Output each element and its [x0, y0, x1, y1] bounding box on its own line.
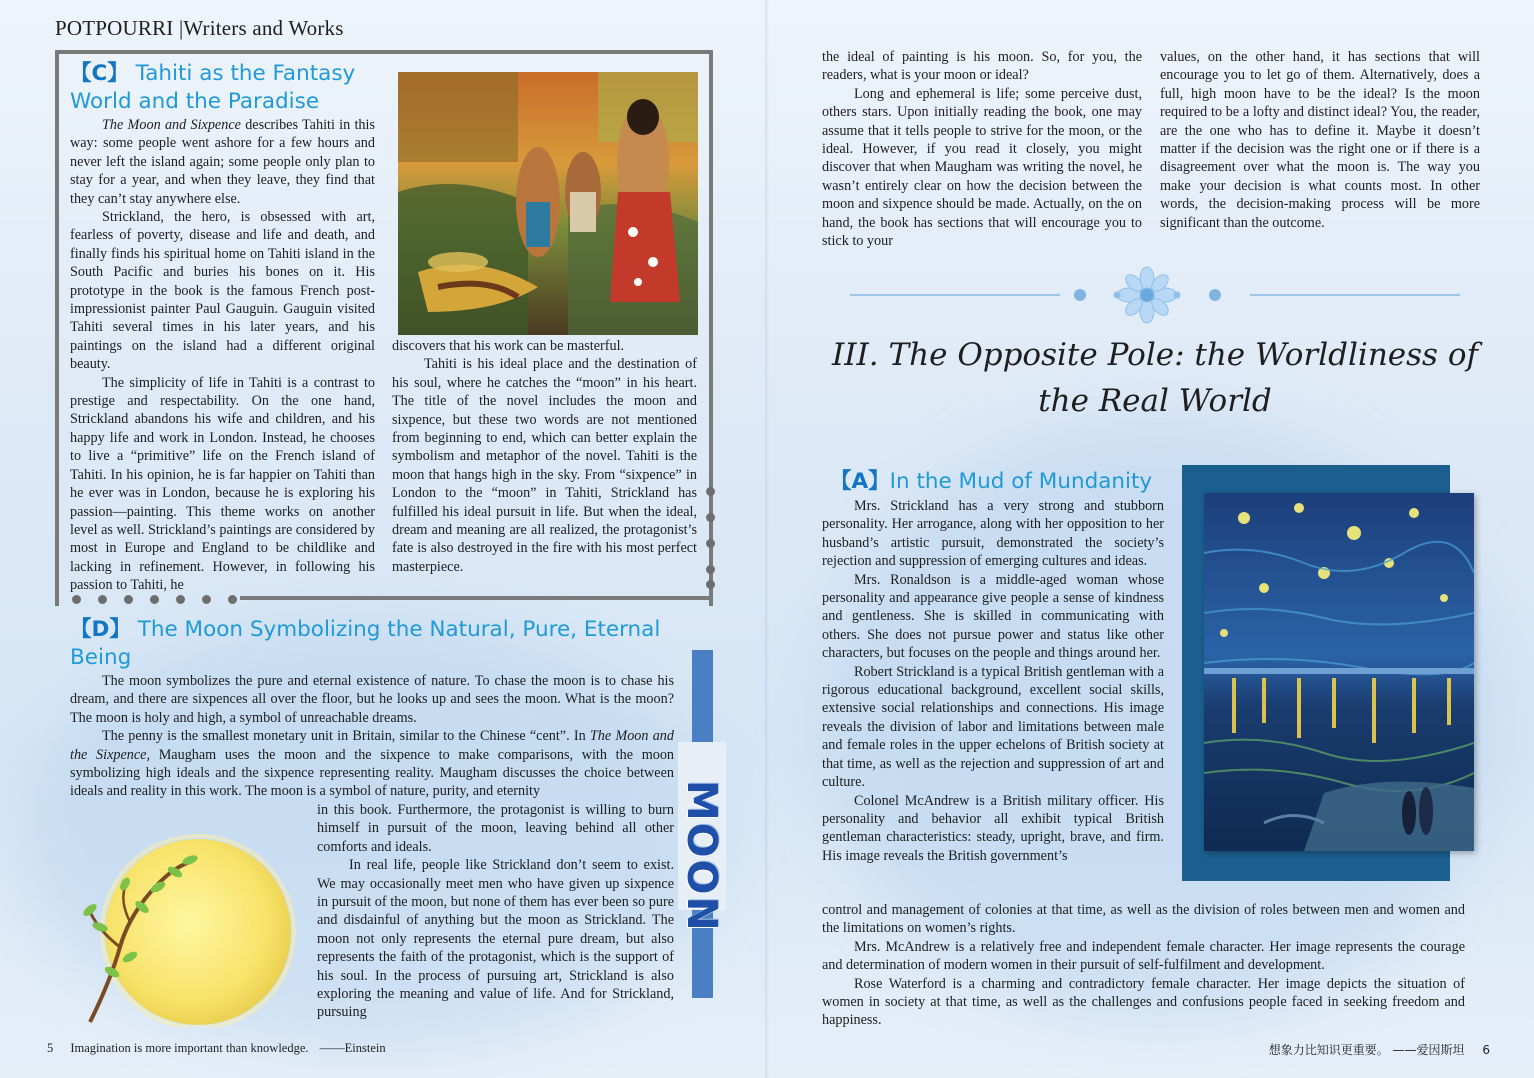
- section-a-body: [822, 497, 1164, 865]
- page-number: 5: [47, 1041, 54, 1055]
- paragraph: The simplicity of life in Tahiti is a contrast to prestige and respectability. On the one hand, Strickland abandons his wife and children, and his happy life and work in London. Instead, he chooses to live a “primitive” life on the French island of Tahiti. In his opinion, he is far happier on Tahiti than he ever was in London, because he is exploring his passion—painting. This theme works on another level as well. Strickland’s paintings are considered by most in Europe and England to be childlike and lacking in refinement. However, in following his passion to Tahiti, he: [70, 374, 375, 594]
- decor-dot: [706, 513, 715, 522]
- paragraph: Robert Strickland is a typical British gentleman with a rigorous educational background, excellent social skills, extensive social relationships and connections. His image reveals the division of labor and limitations between male and female roles in the upper echelons of British society at that time, as well as the rejection and suppression of art and culture.: [822, 663, 1164, 791]
- paragraph-text: , Maugham uses the moon and the sixpence to make comparisons, with the moon symbolizing high ideals and the sixpence representing reality. Maugham discusses the choice between ideals and reality in this work. The moon is a symbol of nature, purity, and eternity: [70, 746, 675, 800]
- paragraph: Rose Waterford is a charming and contradictory female character. Her image depicts the situation of women in society at that time, as well as the challenges and confusions people faced in seeking freedom and happiness.: [822, 975, 1465, 1029]
- gauguin-painting: [398, 72, 698, 335]
- moon-illustration: [70, 832, 310, 1027]
- paragraph: [70, 727, 674, 801]
- decor-dot: [150, 595, 159, 604]
- paragraph-text: The penny is the smallest monetary unit in Britain, similar to the Chinese “cent”. In: [102, 728, 590, 745]
- right-column-2: [1160, 48, 1480, 232]
- book-title: The Moon and Sixpence: [102, 117, 241, 133]
- paragraph: In real life, people like Strickland don’t seem to exist. We may occasionally meet men who have given up sixpence in pursuit of the moon, but none of them has ever been so pure and disdainful of anything but the moon as Strickland. The moon not only represents the eternal pure dream, but also represents the faith of the protagonist, which is the support of his soul. In the process of pursuing art, Strickland is also exploring the meaning and value of life. And for Strickland, pursuing: [317, 857, 674, 1021]
- section-d-body: [70, 672, 674, 801]
- paragraph: Mrs. Strickland has a very strong and stubborn personality. Her arrogance, along with her opposition to her husband’s artistic pursuit, demonstrated the society’s rejection and suppression of emerging cultures and ideas.: [822, 498, 1164, 570]
- section-d-body-right: [317, 801, 674, 1022]
- decor-dot: [706, 487, 715, 496]
- footer-quote: Imagination is more important than knowledge.: [70, 1041, 309, 1055]
- section-a-heading: [830, 468, 1170, 496]
- section-bracket: 【A】: [830, 469, 890, 494]
- right-column-1: [822, 48, 1142, 250]
- paragraph: Mrs. McAndrew is a relatively free and independent female character. Her image represents the courage and determination of modern women in their pursuit of self-fulfilment and development.: [822, 938, 1465, 974]
- section-c-column-2: [392, 337, 697, 576]
- paragraph: values, on the other hand, it has sections that will encourage you to let go of them. Alternatively, does a full, high moon have to be the ideal? Is the moon required to be a lofty and distinct ideal? You, the reader, are the one who has to define it. Maybe it doesn’t matter if the decision was the right one or if there is a disagreement over what the moon is. The way you make your decision is what counts most. In other words, the decision-making process will be more significant than the outcome.: [1160, 49, 1480, 231]
- paragraph-text: describes Tahiti in this way: some people went ashore for a few hours and never left the island again; some people only plan to stay for a year, and when they leave, they find that they can’t stay anywhere else.: [70, 117, 375, 207]
- paragraph: discovers that his work can be masterful.: [392, 338, 625, 354]
- paragraph: the ideal of painting is his moon. So, for you, the readers, what is your moon or ideal?: [822, 49, 1142, 84]
- decor-dot: [202, 595, 211, 604]
- footer-right: [1269, 1041, 1490, 1058]
- decor-dot: [706, 565, 715, 574]
- moon-wordmark: MOON: [678, 780, 726, 933]
- decor-dot: [98, 595, 107, 604]
- paragraph: Tahiti is his ideal place and the destination of his soul, where he catches the “moon” in his heart. The title of the novel includes the moon and sixpence, but these two words are not mentioned from beginning to end, which can better explain the symbolism and metaphor of the novel. Tahiti is the moon that hangs high in the sky. From “sixpence” in London to the “moon” in Tahiti, Strickland has fulfilled his ideal pursuit in life. But when the ideal, dream and meaning are all realized, the protagonist’s fate is also destroyed in the fire with his most perfect masterpiece.: [392, 356, 697, 575]
- paragraph: [70, 116, 375, 208]
- starry-night-painting: [1204, 493, 1474, 851]
- footer-quote-chinese: 想象力比知识更重要。 ——爱因斯坦: [1268, 1043, 1465, 1057]
- paragraph: in this book. Furthermore, the protagonist is willing to burn himself in pursuit of the moon, leaving behind all other comforts and ideals.: [317, 802, 674, 855]
- decor-dot: [706, 539, 715, 548]
- section-c-title: Tahiti as the Fantasy World and the Paradise: [70, 61, 356, 114]
- section-c-column-1: [70, 116, 375, 208]
- footer-author: ——Einstein: [319, 1041, 386, 1055]
- decor-dot: [176, 595, 185, 604]
- paragraph: Mrs. Ronaldson is a middle-aged woman whose personality and appearance give people a sense of kindness and gentleness. She is skilled in communicating with others. She does not pursue power and status like other characters, but focuses on the people and things around her.: [822, 571, 1164, 662]
- page-spine: [765, 0, 769, 1078]
- section-bracket: 【C】: [70, 61, 129, 86]
- paragraph: control and management of colonies at that time, as well as the division of roles between men and women and the limitations on women’s rights.: [822, 902, 1465, 937]
- decor-dot: [124, 595, 133, 604]
- floral-divider: [840, 265, 1470, 325]
- decor-dot: [706, 580, 715, 589]
- book-title: The Moon and the Sixpence: [70, 728, 674, 763]
- page-number: 6: [1482, 1043, 1490, 1057]
- paragraph: Strickland, the hero, is obsessed with art, fearless of poverty, disease and life and death, and finally finds his spiritual home on Tahiti island in the South Pacific and buries his bones on it. His prototype in the book is the famous French post-impressionist painter Paul Gauguin. Gauguin visited Tahiti several times in his later years, and his paintings on the island had a different original beauty.: [70, 209, 375, 373]
- decor-dot: [72, 595, 81, 604]
- decor-dot: [228, 595, 237, 604]
- section-d-title: The Moon Symbolizing the Natural, Pure, Eternal Being: [70, 617, 661, 670]
- footer-left: [47, 1041, 386, 1056]
- paragraph: Long and ephemeral is life; some perceive dust, others stars. Upon initially reading the book, one may assume that it tells people to strive for the moon, or the ideal. However, if you read it closely, you might discover that when Maugham was writing the novel, he wasn’t entirely clear on how the decision between the moon and sixpence should be made. Actually, on the on hand, the book has sections that will encourage you to stick to your: [822, 85, 1142, 250]
- paragraph: Colonel McAndrew is a British military officer. His personality and behavior all exhibit typical British gentleman characteristics: steady, upright, brave, and firm. His image reveals the British government’s: [822, 792, 1164, 864]
- section-bracket: 【D】: [70, 617, 131, 642]
- part-3-title: III. The Opposite Pole: the Worldliness of the Real World: [832, 337, 1478, 419]
- section-d-heading: [70, 616, 685, 672]
- paragraph: The moon symbolizes the pure and eternal existence of nature. To chase the moon is to chase his dream, and there are sixpences all over the floor, but he looks up and sees the moon. What is the moon? The moon is holy and high, a symbol of unreachable dreams.: [70, 673, 674, 726]
- section-a-body-full: [822, 901, 1465, 1030]
- section-c-column-1b: [70, 208, 375, 595]
- section-c-heading: [70, 60, 390, 116]
- section-c-frame-bottom: [240, 596, 713, 600]
- page-header: POTPOURRI |Writers and Works: [55, 16, 344, 40]
- section-a-title: In the Mud of Mundanity: [889, 469, 1153, 494]
